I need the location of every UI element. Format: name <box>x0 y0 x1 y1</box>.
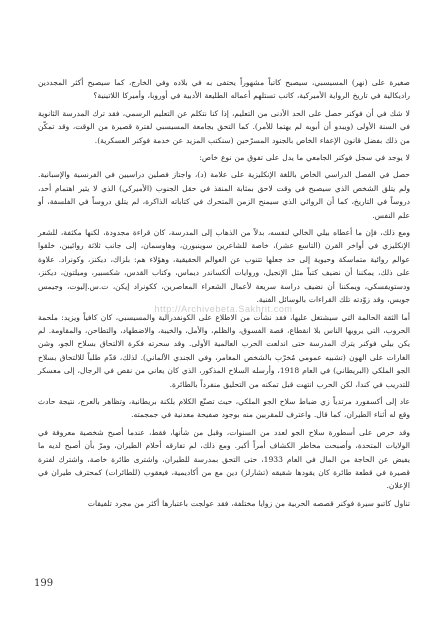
paragraph: تناول كاتبو سيرة فوكنر قصصه الحربية من زوايا مختلفة، فقد عولجت باعتبارها أكثر من مجرد تلفيقات <box>87 498 410 508</box>
paragraph: صغيرة على (نهر) المسيسبي، سيصبح كاتباً مشهوراً يحتفى به في بلاده وفي الخارج، كما سيصبح أكثر المجددين راديكالية في تاريخ الرواية الأميركية، كاتب تستلهم أعماله الطليعة الأدبية في أوروبا، وأميركا اللاتينية؟ <box>38 78 410 101</box>
watermark-url: http://Archivebeta.Sakhrit.com <box>154 304 293 314</box>
paragraph: وقد حرص على أسطورة سلاح الجو لعدد من السنوات، وقبل من شأنها، فقط، عندما أصبح شخصية معروفة في الولايات المتحدة، وأصبحت مخاطر الكشاف أمراً أكبر. ومع ذلك، لم تفارقه أحلام الطيران، ومرّ بأن أصبح لديه ما يفيض عن الحاجة من المال في العام 1933، حتى التحق بمدرسة للطيران، واشترى طائرة خاصة، واشترك لفترة قصيرة في قطعة طائرة كان يقودها شقيقه (تشارلز) دين مع من أكاديمية، فيعقوب (للطائرات) كمحترف طيران في الإعلان. <box>38 427 410 491</box>
paragraph: لا شك في أن فوكنر حصل على الحد الأدنى من التعليم، إذا كنا نتكلم عن التعليم الرسمي، فقد ترك المدرسة الثانوية في السنة الأولى (ويبدو أن أبويه لم يهتما للأمر). كما التحق بجامعة المسيسبي لفترة قصيرة من الوقت، وقد تمكّن من ذلك بفضل قانون الإعفاء الخاص بالجنود المسرّحين (سنكتب المزيد عن خدمة فوكنر العسكرية). <box>38 108 410 145</box>
page-body <box>38 76 410 514</box>
paragraph: حصل في الفصل الدراسي الخاص باللغة الإنكليزية على علامة (د)، واجتاز فصلين دراسيين في الفرنسية والإسبانية. ولم يتلق الشخص الذي سيصبح في وقت لاحق بمثابة المنقذ في حقل الجنوب (الأميركي) الذي لا يثير اهتمام أحد، دروساً في التاريخ، كما أن الروائي الذي سيمنح الزمن المتحرك في كتاباته الذاكرة، لم يتلق دروساً في الفلسفة، أو علم النفس. <box>38 170 410 220</box>
paragraph: لا يوجد في سجل فوكنر الجامعي ما يدل على تفوق من نوع خاص: <box>199 153 410 163</box>
paragraph: عاد إلى أكسفورد مرتدياً زي ضباط سلاح الجو الملكي، حيث تصنّع الكلام بلكنة بريطانية، وتظاهر بالعرج، نتيجة حادث وقع له أثناء الطيران، كما قال. واعترف للمقربين منه بوجود صفيحة معدنية في جمجمته. <box>38 396 410 420</box>
page-number: 199 <box>34 578 54 589</box>
paragraph: أما الثقة الحالمة التي سيشتغل عليها، فقد نشأت من الاطلاع على الكونفدرالية والمسيسبي، كان كافياً ويزيد: ملحمة الحروب، التي يرويها الناس بلا انقطاع، قصة الفسوق، والظلم، والأمل، والخيبة، والاضطهاد، والتطاحن، والمقاومة. لم يكن بيلي فوكنر يترك المدرسة حتى اندلعت الحرب العالمية الأولى. وقد سحرته فكرة الالتحاق بسلاح الجو، وشن الغارات على الهون (تشبيه عمومي مُخرّب بالشخص المغامر، وفي الجندي الألماني). لذلك، قدّم طلباً للالتحاق بسلاح الجو الملكي (البريطاني) في العام 1918، وأرسله السلاح المذكور، الذي كان يعاني من نقص في الرجال، إلى معسكر للتدريب في كندا، لكن الحرب انتهت قبل تمكنه من التحليق منفرداً بالطائرة. <box>38 312 410 389</box>
paragraph: ومع ذلك، فإن ما أعطاه بيلي الخالي لنفسه، بدلاً من الذهاب إلى المدرسة، كان قراءة مجدودة، لكنها مكثفة، للشعر الإنكليزي في أواخر القرن (التاسع عشر)، خاصة للشاعرين سوينبورن، وهاوسمان، إلى جانب ثلاثة روائيين، خلقوا عوالم روائية متماسكة وحيوية إلى حد جعلها تتنوب عن العوالم الحقيقية، وهؤلاء هم: بلزاك، ديكنز، وكونراد. علاوة على ذلك، يمكننا أن نضيف كتباً مثل الإنجيل، وروايات ألكساندر ديماس، وكتاب القدس، شكسبير، وميلتون، ديكنز، ودستويفسكي، ويمكننا أن نضيف دراسة سريعة لأعمال الشعراء المعاصرين، ككونراد إيكن، ت.س.إليوت، وجيمس جويس، وقد زوّدته تلك القراءات بالوسائل الفنية. <box>38 228 410 305</box>
